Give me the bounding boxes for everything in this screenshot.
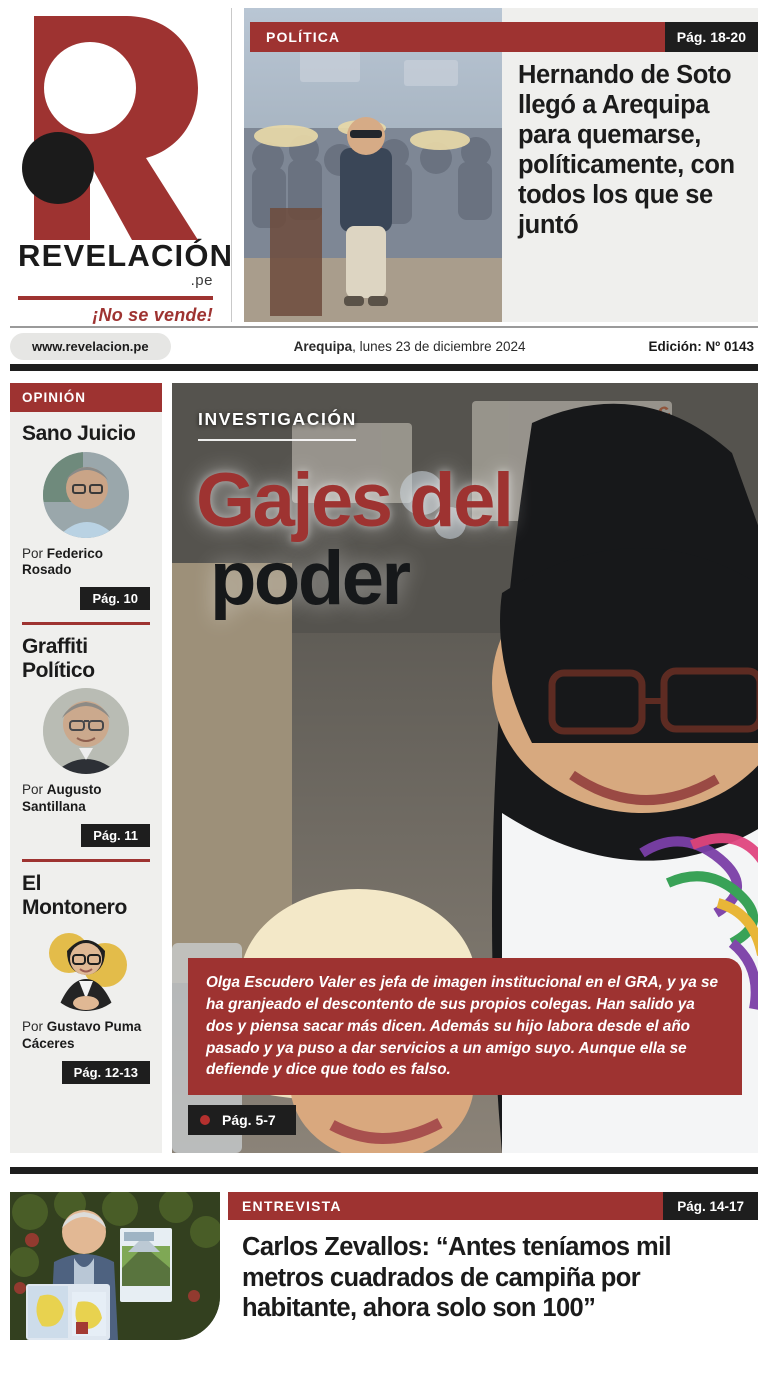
opinion-header: OPINIÓN <box>10 383 162 412</box>
top-story-kicker-row <box>250 22 758 52</box>
feature-headline-line1[interactable]: Gajes del <box>196 458 512 543</box>
opinion-byline <box>22 782 150 816</box>
byline-prefix: Por <box>22 545 47 561</box>
site-url-pill[interactable]: www.revelacion.pe <box>10 333 171 360</box>
top-story-kicker: POLÍTICA <box>250 22 665 52</box>
top-story[interactable] <box>244 8 758 322</box>
feature-headline-line2[interactable]: poder <box>210 536 409 621</box>
feature-page-label: Pág. 5-7 <box>222 1112 276 1128</box>
brand-tagline: ¡No se vende! <box>92 305 213 325</box>
interview-photo <box>10 1192 220 1340</box>
red-dot-icon <box>200 1115 210 1125</box>
avatar-image <box>43 452 129 538</box>
interview-headline[interactable]: Carlos Zevallos: “Antes teníamos mil metros cuadrados de campiña por habitante, ahora solo son 100” <box>242 1233 672 1323</box>
feature-kicker: INVESTIGACIÓN <box>198 409 357 429</box>
brand-tld: .pe <box>190 272 213 289</box>
opinion-title: El Montonero <box>22 872 127 919</box>
top-story-photo-image <box>244 8 502 322</box>
opinion-byline <box>22 546 150 580</box>
date-bar <box>10 328 758 364</box>
byline-author: Gustavo Puma Cáceres <box>22 1019 142 1051</box>
byline-prefix: Por <box>22 782 47 798</box>
interview-kicker: ENTREVISTA <box>228 1192 663 1220</box>
opinion-sidebar <box>10 383 162 1153</box>
interview-kicker-row <box>228 1192 758 1220</box>
avatar-image <box>43 925 129 1011</box>
opinion-title: Sano Juicio <box>22 422 136 445</box>
revelacion-logo-mark <box>20 12 210 244</box>
logo-block[interactable] <box>10 8 234 325</box>
masthead <box>0 0 768 325</box>
bottom-divider <box>10 1167 758 1174</box>
logo-black-dot-icon <box>22 132 94 204</box>
opinion-page-badge[interactable]: Pág. 10 <box>80 587 150 610</box>
interview-text <box>228 1192 758 1340</box>
date-bar-bottom-rule <box>10 364 758 371</box>
opinion-page-badge[interactable]: Pág. 11 <box>81 824 150 847</box>
opinion-page-row <box>22 587 150 610</box>
interview-photo-image <box>10 1192 220 1340</box>
byline-prefix: Por <box>22 1019 47 1035</box>
opinion-item-sano-juicio[interactable] <box>10 412 162 618</box>
byline-author: Federico Rosado <box>22 545 104 578</box>
date-rest: , lunes 23 de diciembre 2024 <box>352 338 526 354</box>
opinion-item-graffiti-politico[interactable] <box>10 625 162 855</box>
top-story-page-badge[interactable]: Pág. 18-20 <box>665 22 758 52</box>
avatar <box>43 688 129 774</box>
avatar <box>43 925 129 1011</box>
top-story-headline[interactable]: Hernando de Soto llegó a Arequipa para quemarse, políticamente, con todos los que se juntó <box>518 61 735 240</box>
top-story-photo <box>244 8 502 322</box>
interview-page-badge[interactable]: Pág. 14-17 <box>663 1192 758 1220</box>
date-text <box>171 339 649 354</box>
opinion-title: Graffiti Político <box>22 635 95 682</box>
opinion-byline <box>22 1019 150 1053</box>
opinion-item-el-montonero[interactable] <box>10 862 162 1092</box>
feature-page-badge[interactable] <box>188 1105 296 1135</box>
top-story-text <box>266 8 758 322</box>
opinion-page-row <box>22 824 150 847</box>
byline-author: Augusto Santillana <box>22 782 102 815</box>
interview-story[interactable] <box>10 1192 758 1340</box>
avatar-image <box>43 688 129 774</box>
brand-wordmark: REVELACIÓN <box>18 238 234 273</box>
opinion-page-row <box>22 1061 150 1084</box>
opinion-page-badge[interactable]: Pág. 12-13 <box>62 1061 150 1084</box>
main-content <box>10 383 758 1153</box>
brand-rule <box>18 296 213 300</box>
feature-story[interactable] <box>172 383 758 1153</box>
avatar <box>43 452 129 538</box>
logo-r-icon <box>28 14 200 242</box>
date-city: Arequipa <box>293 338 353 354</box>
feature-caption: Olga Escudero Valer es jefa de imagen institucional en el GRA, y ya se ha granjeado el descontento de sus propios colegas. Han salido ya dos y piensa sacar más dicen. Además su hijo labora desde el año pasado y ya puso a dar servicios a un amigo suyo. Aunque ella se defiende y dice que todo es falso. <box>188 958 742 1095</box>
feature-kicker-underline <box>198 439 356 441</box>
edition-number: Edición: Nº 0143 <box>648 338 754 354</box>
